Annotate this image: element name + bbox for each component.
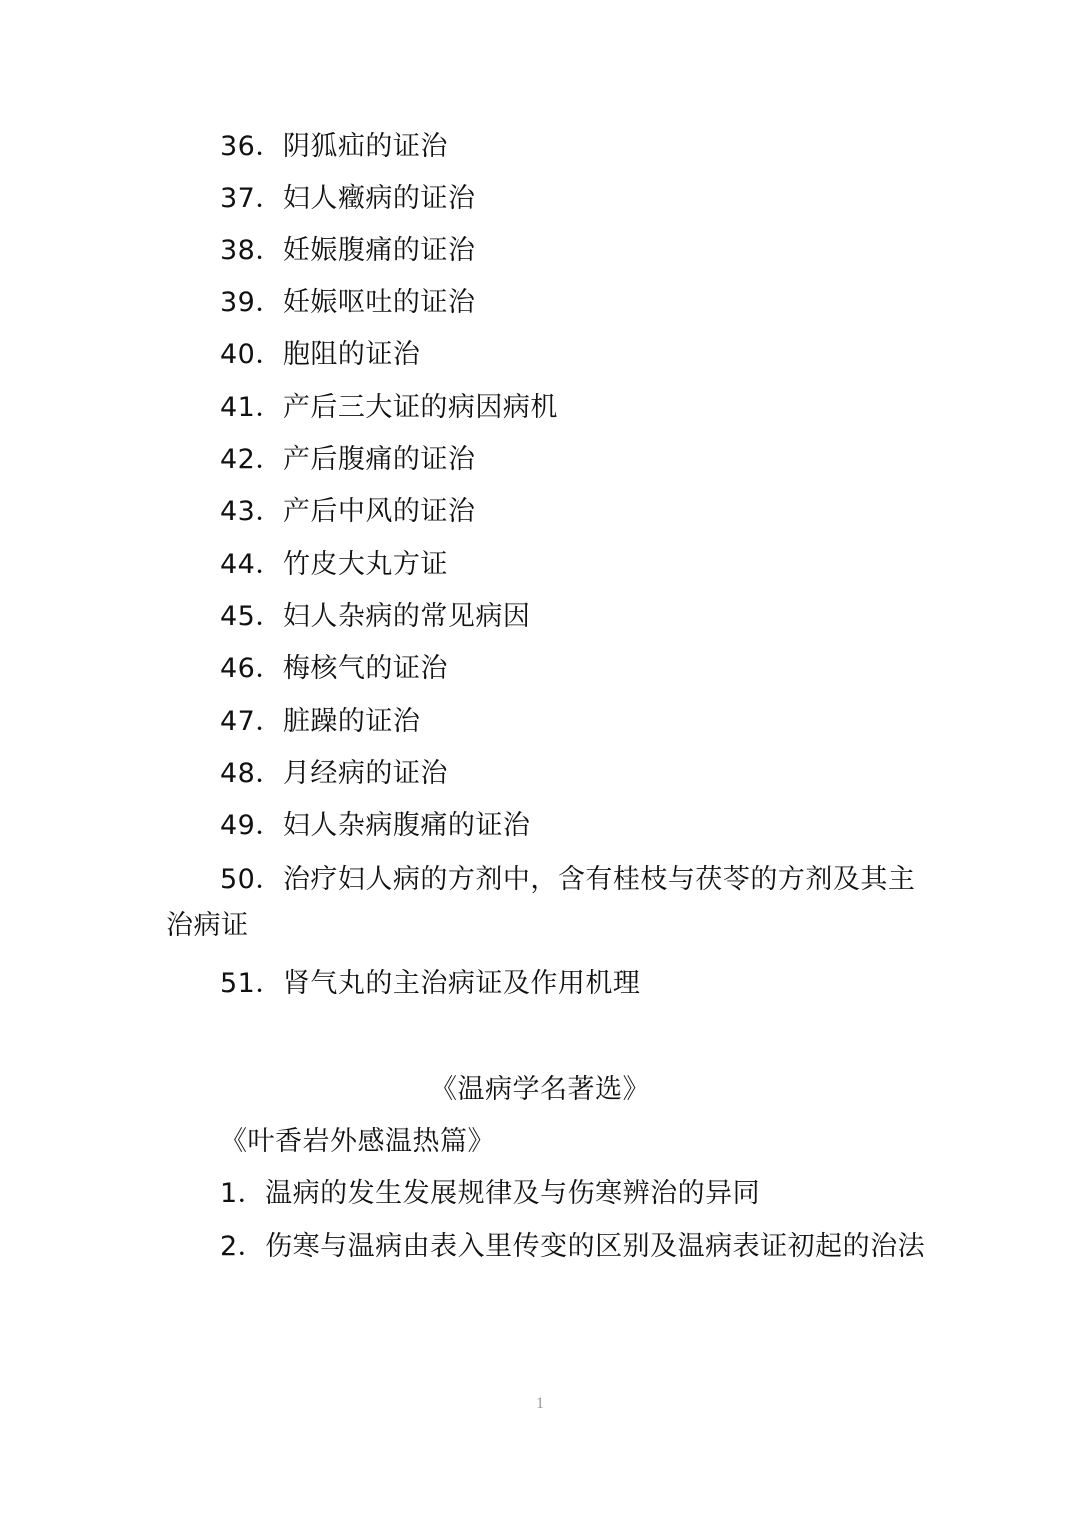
list-item: 44．竹皮大丸方证 bbox=[220, 549, 448, 580]
list-item: 39．妊娠呕吐的证治 bbox=[220, 287, 476, 318]
list-item: 42．产后腹痛的证治 bbox=[220, 444, 476, 475]
book-title: 《温病学名著选》 bbox=[430, 1074, 650, 1105]
list-item: 40．胞阻的证治 bbox=[220, 339, 421, 370]
list-item: 45．妇人杂病的常见病因 bbox=[220, 601, 531, 632]
list-item: 47．脏躁的证治 bbox=[220, 706, 421, 737]
list-item: 49．妇人杂病腹痛的证治 bbox=[220, 810, 531, 841]
list-item: 2．伤寒与温病由表入里传变的区别及温病表证初起的治法 bbox=[220, 1231, 926, 1262]
list-item: 38．妊娠腹痛的证治 bbox=[220, 235, 476, 266]
list-item: 48．月经病的证治 bbox=[220, 758, 448, 789]
page-number: 1 bbox=[536, 1395, 544, 1412]
list-item: 36．阴狐疝的证治 bbox=[220, 131, 448, 162]
list-item: 46．梅核气的证治 bbox=[220, 653, 448, 684]
list-item: 50．治疗妇人病的方剂中，含有桂枝与茯苓的方剂及其主治病证 bbox=[166, 864, 916, 941]
list-item: 1．温病的发生发展规律及与伤寒辨治的异同 bbox=[220, 1178, 761, 1209]
list-item: 41．产后三大证的病因病机 bbox=[220, 392, 558, 423]
list-item: 37．妇人癥病的证治 bbox=[220, 183, 476, 214]
list-item: 43．产后中风的证治 bbox=[220, 496, 476, 527]
list-item: 51．肾气丸的主治病证及作用机理 bbox=[220, 968, 641, 999]
chapter-title: 《叶香岩外感温热篇》 bbox=[220, 1126, 495, 1157]
